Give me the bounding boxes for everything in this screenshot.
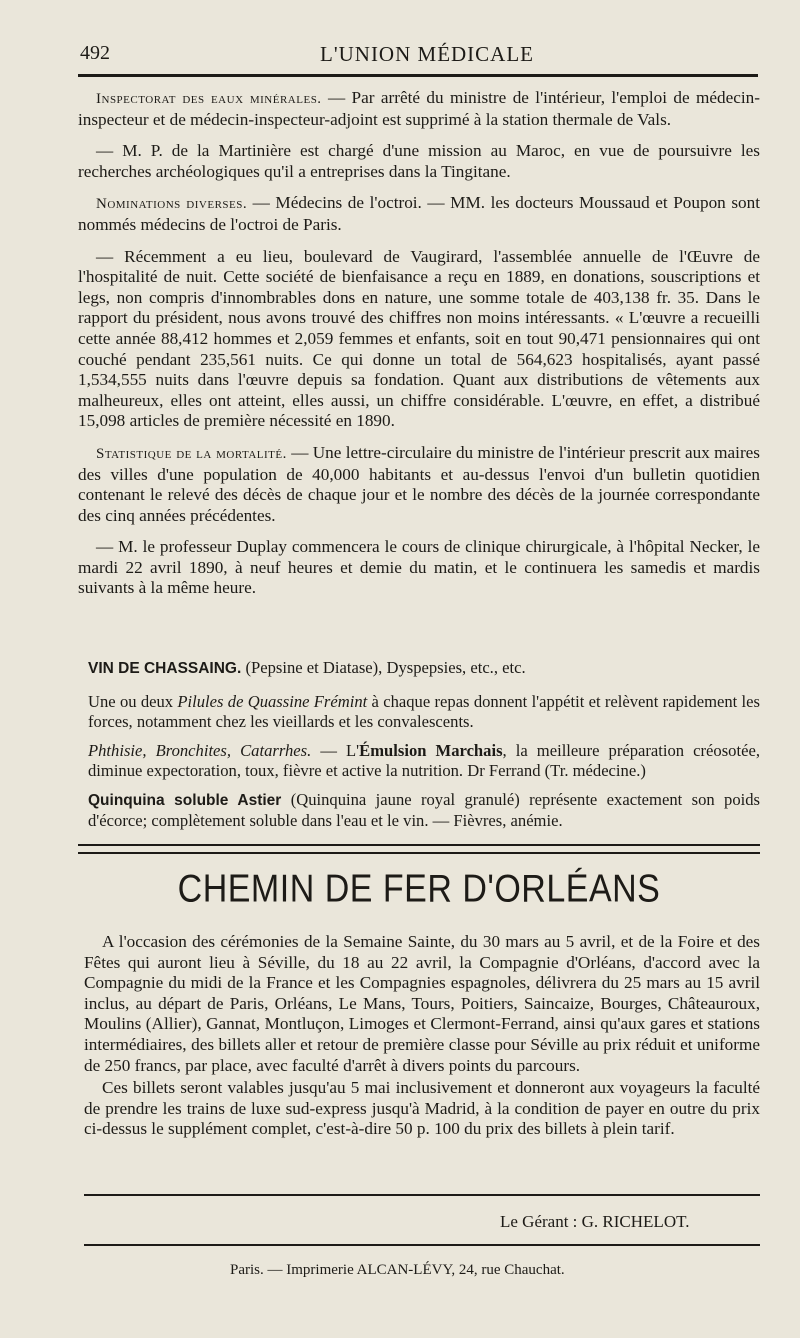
section-double-rule xyxy=(78,844,760,854)
paragraph-text: — Médecins de l'octroi. — MM. les docteurs Moussaud et Poupon sont nommés médecins de l'octroi de Paris. xyxy=(78,193,760,234)
ad-name: VIN DE CHASSAING. xyxy=(88,660,242,677)
section-lead: Inspectorat des eaux minérales. xyxy=(96,91,322,107)
news-paragraph xyxy=(78,443,760,526)
ad-text: (Quinquina jaune royal granulé) représente exactement son poids d'écorce; complètement soluble dans l'eau et le vin. — Fièvres, anémie. xyxy=(88,789,761,830)
advertisements xyxy=(88,658,760,840)
page-header xyxy=(80,42,760,70)
footer-rule xyxy=(84,1194,760,1196)
page-number: 492 xyxy=(80,42,110,64)
news-column xyxy=(78,88,760,610)
section-lead: Statistique de la mortalité. xyxy=(96,445,287,462)
ad-text: à chaque repas donnent l'appétit et relèvent rapidement les forces, notamment chez les vieillards et les convalescents. xyxy=(88,691,760,731)
header-rule xyxy=(78,74,758,77)
news-paragraph xyxy=(78,193,760,235)
railway-notice xyxy=(84,932,760,1142)
section-lead: Nominations diverses. xyxy=(96,196,248,213)
paragraph-text: — Par arrêté du ministre de l'intérieur, l'emploi de médecin-inspecteur et de médecin-inspecteur-adjoint est supprimé à la station thermale de Vals. xyxy=(78,88,760,129)
ad-name: Quinquina soluble Astier xyxy=(88,791,282,809)
footer-rule xyxy=(84,1244,760,1246)
ad-emulsion xyxy=(88,741,760,782)
paragraph-text: — Récemment a eu lieu, boulevard de Vaugirard, l'assemblée annuelle de l'Œuvre de l'hospitalité de nuit. Cette société de bienfaisance a reçu en 1889, en donations, souscriptions et legs, non compris d'innombrables dons en nature, une somme totale de 403,138 fr. 35. Dans le rapport du président, nous avons trouvé des chiffres non moins intéressants. « L'œuvre a recueilli cette année 88,412 hommes et 2,059 femmes et enfants, soit en tout 90,471 pensionnaires qui ont couché pendant 235,561 nuits. Ce qui donne un total de 564,623 hospitalisés, ayant passé 1,534,555 nuits dans l'œuvre depuis sa fondation. Quant aux distributions de vêtements aux malheureux, elles ont atteint, elles aussi, un chiffre considérable. L'œuvre, en effet, a distribué 15,098 articles de première nécessité en 1890. xyxy=(78,246,760,431)
paragraph-text: — M. le professeur Duplay commencera le cours de clinique chirurgicale, à l'hôpital Necker, le mardi 22 avril 1890, à neuf heures et demie du matin, et le continuera les samedis et mardis suivants à la même heure. xyxy=(78,537,760,598)
ad-heading: Phthisie, Bronchites, Catarrhes. xyxy=(88,740,312,760)
ad-text: Une ou deux xyxy=(88,691,178,711)
ad-quinquina xyxy=(88,790,760,832)
ad-vin xyxy=(88,658,760,680)
ad-text: (Pepsine et Diatase), Dyspepsies, etc., etc. xyxy=(241,658,526,677)
paragraph-text: — Une lettre-circulaire du ministre de l'intérieur prescrit aux maires des villes d'une population de 40,000 habitants et au-dessus l'envoi d'un bulletin quotidien contenant le relevé des décès de chaque jour et le nombre des décès de la journée correspondante des cinq années précédentes. xyxy=(78,442,760,525)
ad-text: — L' xyxy=(311,740,360,760)
printer-imprint: Paris. — Imprimerie ALCAN-LÉVY, 24, rue Chauchat. xyxy=(230,1262,565,1278)
ad-name: Pilules de Quassine Frémint xyxy=(177,691,368,711)
news-paragraph xyxy=(78,88,760,130)
paragraph-text: — M. P. de la Martinière est chargé d'une mission au Maroc, en vue de poursuivre les recherches archéologiques qu'il a entreprises dans la Tingitane. xyxy=(78,141,760,181)
notice-paragraph: Ces billets seront valables jusqu'au 5 mai inclusivement et donneront aux voyageurs la faculté de prendre les trains de luxe sud-express jusqu'à Madrid, à la condition de payer en outre du prix ci-dessus le supplément complet, c'est-à-dire 50 p. 100 du prix des billets à plein tarif. xyxy=(84,1078,760,1139)
gerant-signature: Le Gérant : G. RICHELOT. xyxy=(500,1212,690,1231)
news-paragraph xyxy=(78,537,760,599)
ad-text: , la meilleure préparation créosotée, diminue expectoration, toux, fièvre et active la nutrition. Dr Ferrand (Tr. médecine.) xyxy=(88,740,760,780)
news-paragraph xyxy=(78,247,760,432)
running-title: L'UNION MÉDICALE xyxy=(320,42,535,66)
ad-name: Émulsion Marchais xyxy=(359,740,503,760)
railway-notice-title: CHEMIN DE FER D'ORLÉANS xyxy=(177,867,661,911)
ad-pilules xyxy=(88,692,760,733)
notice-paragraph: A l'occasion des cérémonies de la Semaine Sainte, du 30 mars au 5 avril, et de la Foire et des Fêtes qui auront lieu à Séville, du 18 au 22 avril, la Compagnie d'Orléans, d'accord avec la Compagnie du midi de la France et les Compagnies espagnoles, délivrera du 25 mars au 15 avril inclus, au départ de Paris, Orléans, Le Mans, Tours, Poitiers, Saincaize, Bourges, Châteauroux, Moulins (Allier), Gannat, Montluçon, Limoges et Clermont-Ferrand, ainsi qu'aux gares et stations intermédiaires, des billets aller et retour de première classe pour Séville au prix réduit et uniforme de 250 francs, par place, avec faculté d'arrêt à divers points du parcours. xyxy=(84,932,760,1075)
news-paragraph xyxy=(78,141,760,182)
